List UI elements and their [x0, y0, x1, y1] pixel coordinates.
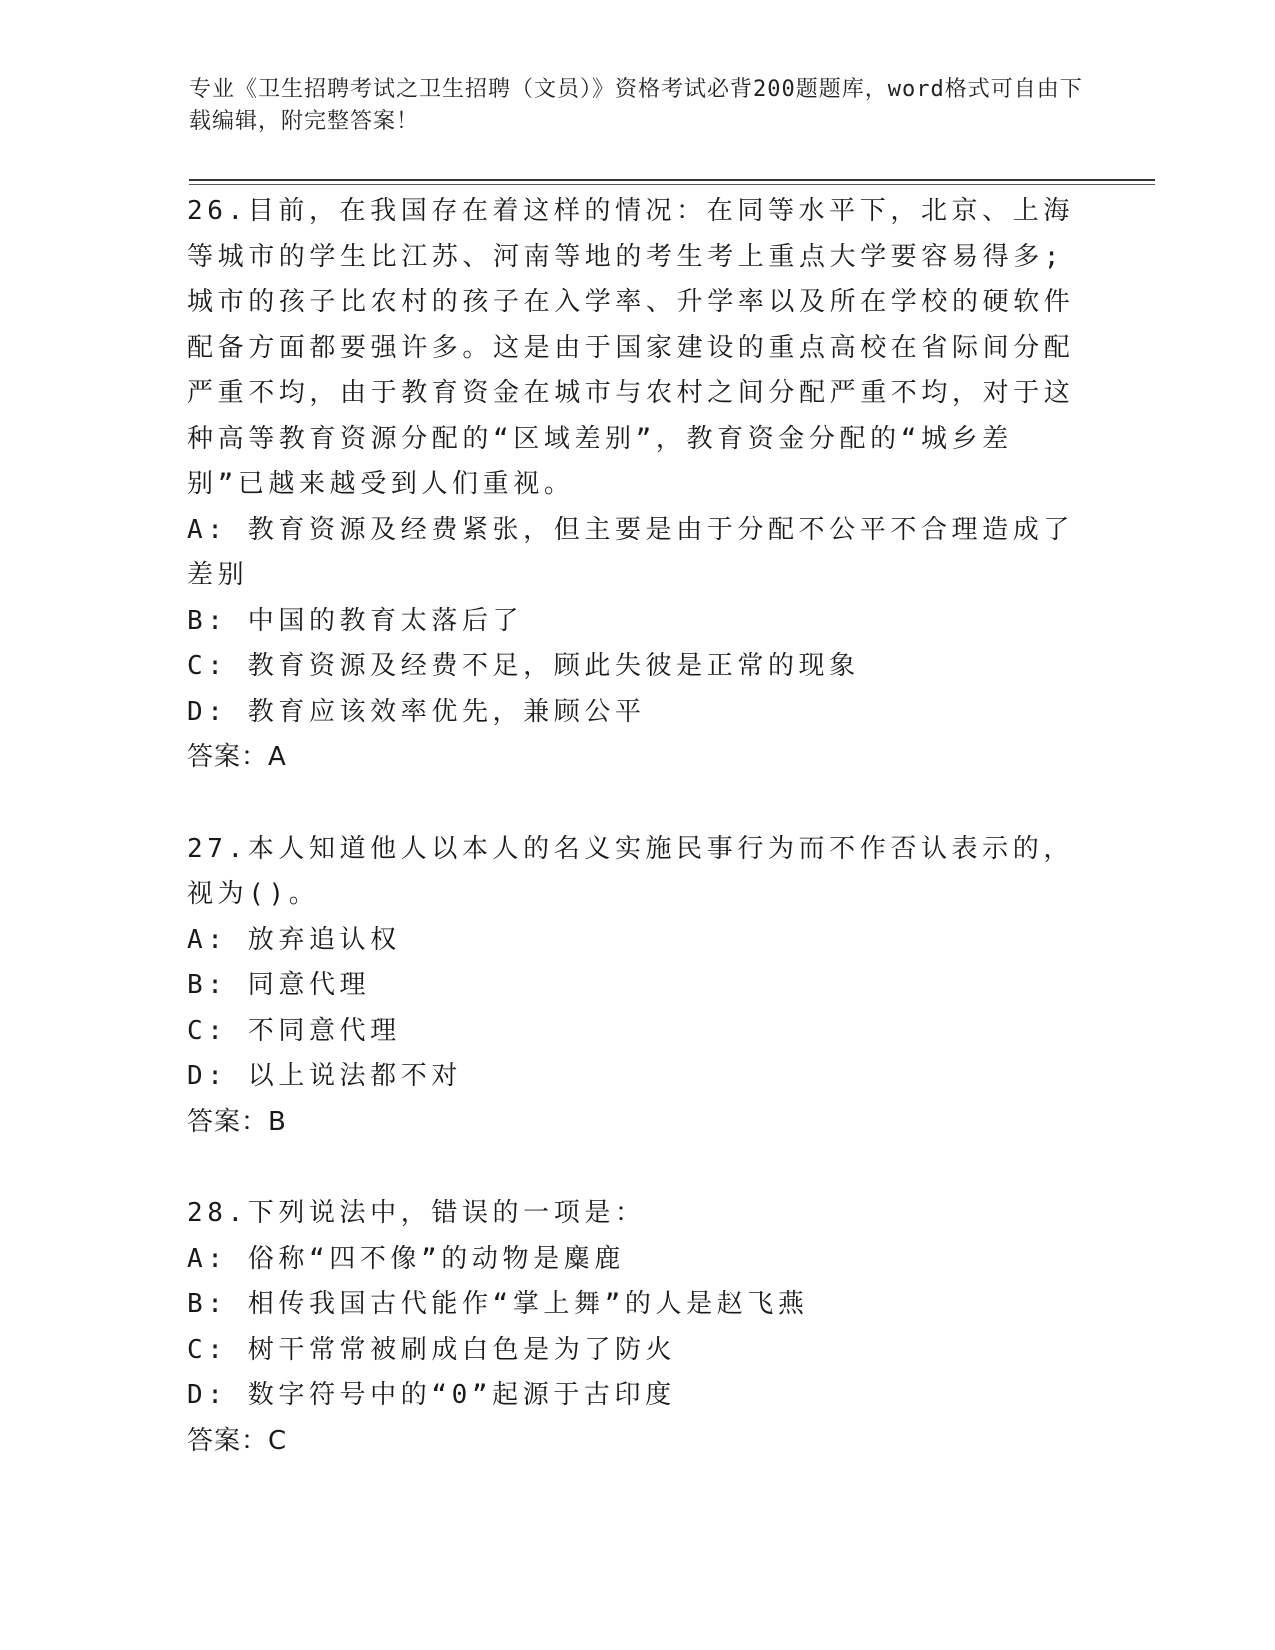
answer-line: 答案：B: [187, 1106, 287, 1137]
header-divider-thick: [189, 179, 1155, 181]
option-b: B: 相传我国古代能作“掌上舞”的人是赵飞燕: [187, 1289, 809, 1319]
option-b: B: 中国的教育太落后了: [187, 605, 524, 636]
question-26: [187, 189, 1087, 781]
option-a: A: 教育资源及经费紧张，但主要是由于分配不公平不合理造成了差别: [187, 514, 1074, 590]
question-list: [187, 189, 1087, 1464]
question-27: [187, 827, 1087, 1146]
option-c: C: 教育资源及经费不足，顾此失彼是正常的现象: [187, 651, 860, 681]
question-28: [187, 1191, 1087, 1464]
answer-line: 答案：C: [187, 1425, 288, 1456]
question-stem: 27.本人知道他人以本人的名义实施民事行为而不作否认表示的，视为()。: [187, 833, 1074, 909]
header-divider-thin: [189, 184, 1155, 185]
option-b: B: 同意代理: [187, 970, 371, 1000]
option-d: D: 数字符号中的“0”起源于古印度: [187, 1380, 676, 1410]
option-a: A: 俗称“四不像”的动物是麋鹿: [187, 1243, 625, 1274]
option-d: D: 以上说法都不对: [187, 1061, 462, 1091]
answer-line: 答案：A: [187, 742, 287, 772]
document-header: [189, 74, 1089, 138]
question-stem: 26.目前，在我国存在着这样的情况：在同等水平下，北京、上海等城市的学生比江苏、河南等地的考生考上重点大学要容易得多;城市的孩子比农村的孩子在入学率、升学率以及所在学校的硬软件配备方面都要强许多。这是由于国家建设的重点高校在省际间分配严重不均，由于教育资金在城市与农村之间分配严重不均，对于这种高等教育资源分配的“区域差别”，教育资金分配的“城乡差别”已越来越受到人们重视。: [187, 196, 1075, 499]
option-c: C: 不同意代理: [187, 1015, 401, 1046]
option-d: D: 教育应该效率优先，兼顾公平: [187, 696, 646, 727]
question-stem: 28.下列说法中，错误的一项是：: [187, 1198, 646, 1228]
option-a: A: 放弃追认权: [187, 924, 401, 955]
option-c: C: 树干常常被刷成白色是为了防火: [187, 1334, 677, 1365]
header-title: 专业《卫生招聘考试之卫生招聘（文员）》资格考试必背200题题库，word格式可自由下载编辑，附完整答案！: [189, 77, 1083, 134]
